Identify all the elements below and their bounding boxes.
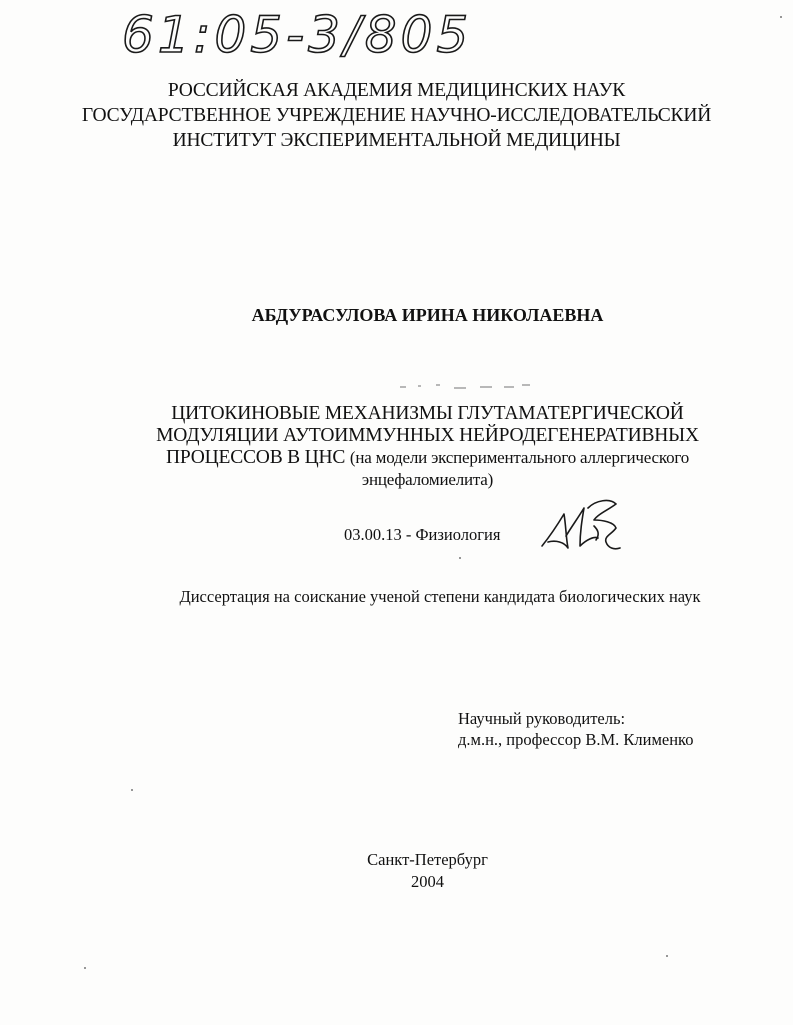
supervisor-name: д.м.н., профессор В.М. Клименко [458,730,694,749]
year: 2004 [411,872,444,891]
scan-speck [666,955,668,957]
place-and-year [0,849,793,893]
supervisor-block [458,708,693,750]
scan-speck [459,557,461,559]
institution-line-3: ИНСТИТУТ ЭКСПЕРИМЕНТАЛЬНОЙ МЕДИЦИНЫ [172,130,621,151]
scan-speck [84,967,86,969]
title-line-3-main: ПРОЦЕССОВ В ЦНС [165,447,346,468]
institution-line-1: РОССИЙСКАЯ АКАДЕМИЯ МЕДИЦИНСКИХ НАУК [167,80,626,101]
institution-line-2: ГОСУДАРСТВЕННОЕ УЧРЕЖДЕНИЕ НАУЧНО-ИССЛЕДОВАТЕЛЬСКИЙ [81,105,712,126]
supervisor-label: Научный руководитель: [458,709,626,728]
title-line-3-sub: (на модели экспериментального аллергического [349,448,690,467]
author-name: АБДУРАСУЛОВА ИРИНА НИКОЛАЕВНА [251,305,604,325]
specialty-code: 03.00.13 - Физиология [344,525,501,544]
archive-code-text: 61:05-3/805 [122,6,473,64]
city-name: Санкт-Петербург [367,850,488,869]
faint-stamp-marks [396,380,536,392]
dissertation-statement: Диссертация на соискание ученой степени кандидата биологических наук [179,587,701,606]
title-line-4: энцефаломиелита) [361,470,494,489]
title-line-2: МОДУЛЯЦИИ АУТОИММУННЫХ НЕЙРОДЕГЕНЕРАТИВНЫХ [156,425,699,446]
handwritten-archive-code [118,0,478,64]
dissertation-title [0,403,793,491]
scan-speck [780,16,782,18]
institution-header [0,78,793,153]
title-line-3 [0,447,793,469]
scan-speck [131,789,133,791]
handwritten-signature [536,496,626,558]
title-line-1: ЦИТОКИНОВЫЕ МЕХАНИЗМЫ ГЛУТАМАТЕРГИЧЕСКОЙ [171,403,684,424]
